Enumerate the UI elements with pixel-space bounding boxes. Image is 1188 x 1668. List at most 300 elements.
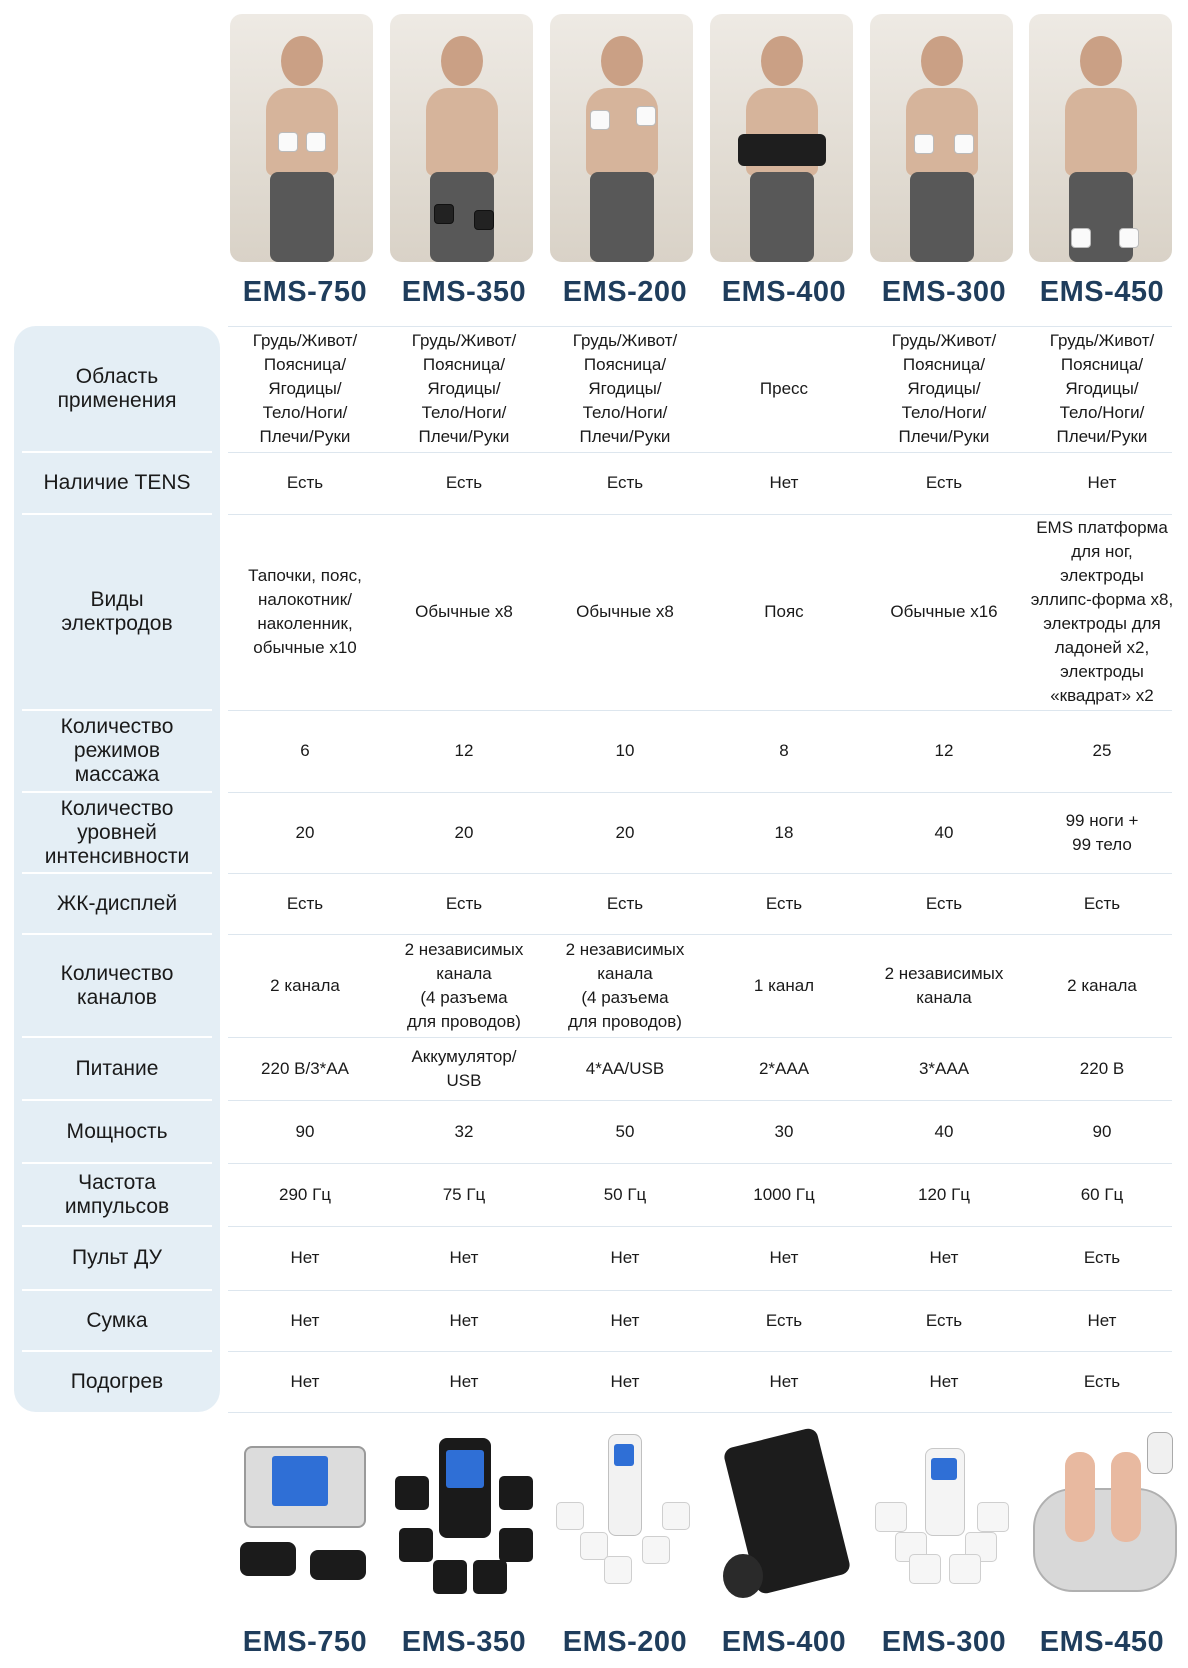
electrode-pad-icon xyxy=(433,1560,467,1594)
cell-line: Нет xyxy=(610,1310,640,1330)
table-cell xyxy=(545,710,705,792)
cell-line: 4*AA/USB xyxy=(585,1058,665,1078)
model-title-bottom-ems-350: EMS-350 xyxy=(401,1626,527,1658)
cell-line: 30 xyxy=(774,1121,794,1141)
row-label-line: массажа xyxy=(74,763,160,786)
slipper-icon xyxy=(310,1550,366,1580)
device-750-icon xyxy=(230,1432,380,1612)
model-title-top-ems-350: EMS-350 xyxy=(401,276,527,308)
model-title-bottom-ems-200: EMS-200 xyxy=(562,1626,688,1658)
table-cell xyxy=(384,1163,544,1226)
table-cell xyxy=(545,1163,705,1226)
row-label-line: импульсов xyxy=(64,1194,170,1218)
row-label-3 xyxy=(14,710,220,792)
cell-line: Есть xyxy=(606,893,644,913)
row-label-line: Частота xyxy=(78,1170,156,1194)
person-torso xyxy=(906,88,978,176)
table-cell xyxy=(704,710,864,792)
table-cell xyxy=(545,1100,705,1163)
electrode-pad-icon xyxy=(949,1554,981,1584)
table-cell xyxy=(545,792,705,873)
cell-line: Нет xyxy=(769,1248,799,1267)
cell-line: 50 xyxy=(615,1121,635,1141)
row-label-line: Подогрев xyxy=(70,1369,164,1393)
cell-line: 220 В/3*АА xyxy=(261,1058,349,1078)
cell-line: Ягодицы/ xyxy=(907,379,981,398)
cell-line: Тело/Ноги/ xyxy=(582,403,668,422)
cell-line: 40 xyxy=(934,822,954,842)
electrode-pad-icon xyxy=(954,134,974,154)
cell-line: Грудь/Живот/ xyxy=(252,331,358,350)
row-label-9 xyxy=(14,1163,220,1226)
cell-line: Грудь/Живот/ xyxy=(1049,331,1155,350)
electrode-pad-icon xyxy=(909,1554,941,1584)
cell-line: Нет xyxy=(449,1371,479,1391)
person-head xyxy=(1080,36,1122,86)
electrode-pad-icon xyxy=(1119,228,1139,248)
cell-line: 1 канал xyxy=(753,975,815,995)
row-label-line: Виды xyxy=(90,588,144,611)
table-cell xyxy=(864,1226,1024,1290)
cell-line: Плечи/Руки xyxy=(259,427,351,446)
lcd-screen-icon xyxy=(614,1444,634,1466)
foot-icon xyxy=(1065,1452,1095,1542)
cell-line: 8 xyxy=(779,741,789,760)
cell-line: Грудь/Живот/ xyxy=(572,331,678,350)
table-cell xyxy=(225,710,385,792)
table-cell xyxy=(225,1037,385,1100)
cell-line: 290 Гц xyxy=(278,1184,332,1204)
person-head xyxy=(921,36,963,86)
table-cell xyxy=(1022,1100,1182,1163)
cell-line: Ягодицы/ xyxy=(268,379,342,398)
cell-line: Обычные х8 xyxy=(576,602,674,621)
table-cell xyxy=(384,1290,544,1351)
cell-line: 40 xyxy=(934,1121,954,1141)
cell-line: 12 xyxy=(934,741,954,760)
photo-back-man-icon xyxy=(550,14,693,262)
cell-line: (4 разъема xyxy=(581,987,669,1007)
cell-line: Грудь/Живот/ xyxy=(891,331,997,350)
table-cell xyxy=(225,452,385,514)
electrode-pad-icon xyxy=(580,1532,608,1560)
table-cell xyxy=(225,873,385,934)
photo-belt-man-icon xyxy=(710,14,853,262)
cell-line: Нет xyxy=(929,1371,959,1391)
table-cell xyxy=(384,710,544,792)
cell-line: 20 xyxy=(615,822,635,842)
cell-line: 99 ноги + xyxy=(1065,810,1139,830)
table-cell xyxy=(384,873,544,934)
ems-belt-icon xyxy=(738,134,826,166)
cell-line: Есть xyxy=(765,893,803,913)
table-cell xyxy=(225,1163,385,1226)
cell-line: Поясница/ xyxy=(902,355,986,374)
cell-line: Обычные х16 xyxy=(890,602,998,621)
cell-line: Плечи/Руки xyxy=(898,427,990,446)
table-cell xyxy=(704,1100,864,1163)
table-cell xyxy=(864,514,1024,710)
photo-waist-woman-icon xyxy=(870,14,1013,262)
electrode-pad-icon xyxy=(434,204,454,224)
table-cell xyxy=(704,1163,864,1226)
cell-line: канала xyxy=(916,987,972,1007)
row-label-line: каналов xyxy=(77,985,157,1009)
cell-line: 90 xyxy=(295,1121,315,1141)
table-cell xyxy=(225,1100,385,1163)
cell-line: Тело/Ноги/ xyxy=(901,403,987,422)
cell-line: канала xyxy=(436,963,492,983)
table-cell xyxy=(545,514,705,710)
cell-line: для ног, xyxy=(1071,542,1133,561)
model-title-bottom-ems-300: EMS-300 xyxy=(881,1626,1007,1658)
cell-line: 10 xyxy=(615,741,635,760)
table-cell xyxy=(545,934,705,1037)
cell-line: 2 независимых xyxy=(565,939,685,959)
electrode-pad-icon xyxy=(875,1502,907,1532)
table-cell xyxy=(545,1351,705,1412)
cell-line: Нет xyxy=(610,1371,640,1391)
cell-line: Есть xyxy=(925,1310,963,1330)
cell-line: Пояс xyxy=(764,602,804,621)
row-label-8 xyxy=(14,1100,220,1163)
table-cell xyxy=(704,1290,864,1351)
cell-line: 2 канала xyxy=(1067,975,1137,995)
cell-line: Есть xyxy=(1083,1248,1121,1267)
table-cell xyxy=(384,452,544,514)
cell-line: Нет xyxy=(449,1248,479,1267)
table-cell xyxy=(225,792,385,873)
table-cell xyxy=(545,1226,705,1290)
person-head xyxy=(601,36,643,86)
electrode-pad-icon xyxy=(399,1528,433,1562)
cell-line: Поясница/ xyxy=(422,355,506,374)
cell-line: USB xyxy=(446,1070,482,1090)
person-head xyxy=(281,36,323,86)
cell-line: Нет xyxy=(1087,1310,1117,1330)
table-cell xyxy=(384,1037,544,1100)
electrode-pad-icon xyxy=(474,210,494,230)
cell-line: Нет xyxy=(769,473,799,492)
person-torso xyxy=(1065,88,1137,176)
table-cell xyxy=(1022,1351,1182,1412)
table-cell xyxy=(545,452,705,514)
cell-line: для проводов) xyxy=(568,1011,682,1031)
cell-line: EMS платформа xyxy=(1036,518,1168,537)
cell-line: Поясница/ xyxy=(1060,355,1144,374)
table-cell xyxy=(704,1226,864,1290)
table-cell xyxy=(225,1351,385,1412)
row-label-line: ЖК-дисплей xyxy=(56,891,178,915)
row-label-line: Питание xyxy=(75,1056,159,1080)
model-title-bottom-ems-750: EMS-750 xyxy=(242,1626,368,1658)
electrode-pad-icon xyxy=(306,132,326,152)
cell-line: 18 xyxy=(774,822,794,842)
table-cell xyxy=(864,934,1024,1037)
cell-line: Есть xyxy=(606,473,644,492)
cell-line: Есть xyxy=(286,893,324,913)
table-cell xyxy=(1022,1290,1182,1351)
cell-line: наколенник, xyxy=(257,614,353,633)
cell-line: Есть xyxy=(445,893,483,913)
table-cell xyxy=(384,1226,544,1290)
cell-line: 3*AAA xyxy=(918,1058,970,1078)
electrode-pad-icon xyxy=(556,1502,584,1530)
table-cell xyxy=(1022,873,1182,934)
row-label-11 xyxy=(14,1290,220,1351)
cell-line: Есть xyxy=(1083,1371,1121,1391)
table-cell xyxy=(384,1100,544,1163)
cell-line: 220 В xyxy=(1079,1058,1125,1078)
cell-line: Нет xyxy=(769,1371,799,1391)
cell-line: Есть xyxy=(286,473,324,492)
model-title-top-ems-450: EMS-450 xyxy=(1039,276,1165,308)
cell-line: 12 xyxy=(454,741,474,760)
person-legs xyxy=(910,172,974,262)
electrode-pad-icon xyxy=(662,1502,690,1530)
cell-line: Аккумулятор/ xyxy=(411,1046,517,1066)
electrode-pad-icon xyxy=(977,1502,1009,1532)
table-cell xyxy=(864,326,1024,452)
row-label-line: Сумка xyxy=(86,1308,148,1332)
cell-line: 50 Гц xyxy=(603,1184,647,1204)
electrode-pad-icon xyxy=(499,1528,533,1562)
cell-line: электроды xyxy=(1060,662,1144,681)
slipper-icon xyxy=(240,1542,296,1576)
table-cell xyxy=(864,452,1024,514)
row-label-line: Количество xyxy=(60,715,174,738)
row-label-1 xyxy=(14,452,220,514)
row-label-line: Наличие TENS xyxy=(43,471,191,494)
row-label-0 xyxy=(14,326,220,452)
table-cell xyxy=(1022,710,1182,792)
cell-line: для проводов) xyxy=(407,1011,521,1031)
person-legs xyxy=(270,172,334,262)
electrode-pad-icon xyxy=(499,1476,533,1510)
foot-icon xyxy=(1111,1452,1141,1542)
cell-line: «квадрат» х2 xyxy=(1050,686,1154,705)
table-cell xyxy=(384,792,544,873)
row-label-line: уровней xyxy=(77,820,157,844)
table-cell xyxy=(545,1037,705,1100)
table-cell xyxy=(1022,1037,1182,1100)
cell-line: Плечи/Руки xyxy=(418,427,510,446)
cell-line: Ягодицы/ xyxy=(588,379,662,398)
row-label-5 xyxy=(14,873,220,934)
table-cell xyxy=(864,710,1024,792)
table-cell xyxy=(864,1100,1024,1163)
cell-line: 2 независимых xyxy=(884,963,1004,983)
device-450-platform-icon xyxy=(1027,1432,1177,1612)
cell-line: 90 xyxy=(1092,1121,1112,1141)
cell-line: Плечи/Руки xyxy=(579,427,671,446)
cell-line: Есть xyxy=(925,893,963,913)
cell-line: Пресс xyxy=(759,379,809,398)
table-cell xyxy=(704,873,864,934)
person-legs xyxy=(750,172,814,262)
cell-line: канала xyxy=(597,963,653,983)
row-label-line: Область xyxy=(75,365,159,388)
table-cell xyxy=(864,873,1024,934)
controller-icon xyxy=(723,1554,763,1598)
cell-line: 60 Гц xyxy=(1080,1184,1124,1204)
cell-line: Поясница/ xyxy=(263,355,347,374)
cell-line: 32 xyxy=(454,1121,474,1141)
cell-line: Ягодицы/ xyxy=(1065,379,1139,398)
table-cell xyxy=(1022,326,1182,452)
row-label-line: Количество xyxy=(60,961,174,985)
table-cell xyxy=(545,326,705,452)
cell-line: Есть xyxy=(1083,893,1121,913)
cell-line: Поясница/ xyxy=(583,355,667,374)
row-label-12 xyxy=(14,1351,220,1412)
cell-line: 1000 Гц xyxy=(753,1184,815,1204)
electrode-pad-icon xyxy=(473,1560,507,1594)
cell-line: Грудь/Живот/ xyxy=(411,331,517,350)
table-cell xyxy=(704,326,864,452)
cell-line: налокотник/ xyxy=(258,590,352,609)
cell-line: обычные х10 xyxy=(253,638,357,657)
cell-line: Ягодицы/ xyxy=(427,379,501,398)
table-cell xyxy=(704,792,864,873)
person-head xyxy=(761,36,803,86)
table-cell xyxy=(225,1226,385,1290)
electrode-pad-icon xyxy=(642,1536,670,1564)
row-label-4 xyxy=(14,792,220,873)
cell-line: 20 xyxy=(295,822,315,842)
photo-legs-woman-icon xyxy=(230,14,373,262)
table-cell xyxy=(704,1351,864,1412)
device-400-belt-icon xyxy=(709,1432,859,1612)
cell-line: 120 Гц xyxy=(917,1184,971,1204)
photo-thigh-woman-icon xyxy=(390,14,533,262)
cell-line: Есть xyxy=(925,473,963,492)
remote-control-icon xyxy=(1147,1432,1173,1474)
table-cell xyxy=(1022,452,1182,514)
device-200-icon xyxy=(550,1432,700,1612)
cell-line: Нет xyxy=(929,1248,959,1267)
table-cell xyxy=(1022,1226,1182,1290)
table-cell xyxy=(384,326,544,452)
table-cell xyxy=(704,1037,864,1100)
lcd-screen-icon xyxy=(272,1456,328,1506)
table-cell xyxy=(864,1290,1024,1351)
model-title-top-ems-400: EMS-400 xyxy=(721,276,847,308)
table-cell xyxy=(704,452,864,514)
cell-line: 2 канала xyxy=(270,975,340,995)
electrode-pad-icon xyxy=(914,134,934,154)
cell-line: Нет xyxy=(1087,473,1117,492)
table-row-divider xyxy=(228,1412,1172,1413)
row-label-line: электродов xyxy=(61,612,173,635)
cell-line: Нет xyxy=(290,1371,320,1391)
cell-line: Есть xyxy=(445,473,483,492)
cell-line: Тело/Ноги/ xyxy=(262,403,348,422)
cell-line: 20 xyxy=(454,822,474,842)
lcd-screen-icon xyxy=(446,1450,484,1488)
table-cell xyxy=(1022,934,1182,1037)
cell-line: эллипс-форма х8, xyxy=(1030,590,1174,609)
table-cell xyxy=(545,873,705,934)
cell-line: 99 тело xyxy=(1072,834,1132,854)
cell-line: 75 Гц xyxy=(442,1184,486,1204)
cell-line: Нет xyxy=(449,1310,479,1330)
cell-line: Нет xyxy=(290,1310,320,1330)
foot-platform-icon xyxy=(1033,1488,1177,1592)
table-cell xyxy=(225,514,385,710)
cell-line: электроды xyxy=(1060,566,1144,585)
table-cell xyxy=(1022,792,1182,873)
device-300-icon xyxy=(869,1432,1019,1612)
lcd-screen-icon xyxy=(931,1458,957,1480)
table-cell xyxy=(1022,1163,1182,1226)
table-cell xyxy=(545,1290,705,1351)
cell-line: Обычные х8 xyxy=(415,602,513,621)
model-title-bottom-ems-400: EMS-400 xyxy=(721,1626,847,1658)
electrode-pad-icon xyxy=(636,106,656,126)
table-cell xyxy=(384,934,544,1037)
model-title-top-ems-750: EMS-750 xyxy=(242,276,368,308)
row-label-6 xyxy=(14,934,220,1037)
electrode-pad-icon xyxy=(278,132,298,152)
cell-line: Плечи/Руки xyxy=(1056,427,1148,446)
cell-line: 25 xyxy=(1092,741,1112,760)
model-title-top-ems-300: EMS-300 xyxy=(881,276,1007,308)
table-cell xyxy=(864,1037,1024,1100)
table-cell xyxy=(225,934,385,1037)
table-cell xyxy=(225,326,385,452)
cell-line: ладоней х2, xyxy=(1054,638,1150,657)
row-label-line: Количество xyxy=(60,796,174,820)
table-cell xyxy=(704,934,864,1037)
table-cell xyxy=(864,792,1024,873)
row-label-2 xyxy=(14,514,220,710)
cell-line: Есть xyxy=(765,1310,803,1330)
table-cell xyxy=(384,514,544,710)
row-label-7 xyxy=(14,1037,220,1100)
table-cell xyxy=(864,1163,1024,1226)
row-label-line: применения xyxy=(57,389,177,412)
model-title-bottom-ems-450: EMS-450 xyxy=(1039,1626,1165,1658)
cell-line: 2 независимых xyxy=(404,939,524,959)
electrode-pad-icon xyxy=(1071,228,1091,248)
electrode-pad-icon xyxy=(604,1556,632,1584)
table-cell xyxy=(225,1290,385,1351)
person-legs xyxy=(590,172,654,262)
person-torso xyxy=(586,88,658,176)
row-label-line: режимов xyxy=(73,739,161,762)
person-torso xyxy=(266,88,338,176)
electrode-pad-icon xyxy=(395,1476,429,1510)
cell-line: (4 разъема xyxy=(420,987,508,1007)
table-cell xyxy=(384,1351,544,1412)
cell-line: 2*AAA xyxy=(758,1058,810,1078)
cell-line: 6 xyxy=(300,741,310,760)
person-head xyxy=(441,36,483,86)
person-legs xyxy=(1069,172,1133,262)
person-torso xyxy=(426,88,498,176)
model-title-top-ems-200: EMS-200 xyxy=(562,276,688,308)
cell-line: Нет xyxy=(290,1248,320,1267)
table-cell xyxy=(864,1351,1024,1412)
cell-line: Нет xyxy=(610,1248,640,1267)
row-label-10 xyxy=(14,1226,220,1290)
table-cell xyxy=(1022,514,1182,710)
electrode-pad-icon xyxy=(590,110,610,130)
row-label-line: Мощность xyxy=(66,1119,168,1143)
row-label-line: интенсивности xyxy=(44,844,190,868)
cell-line: Тело/Ноги/ xyxy=(421,403,507,422)
